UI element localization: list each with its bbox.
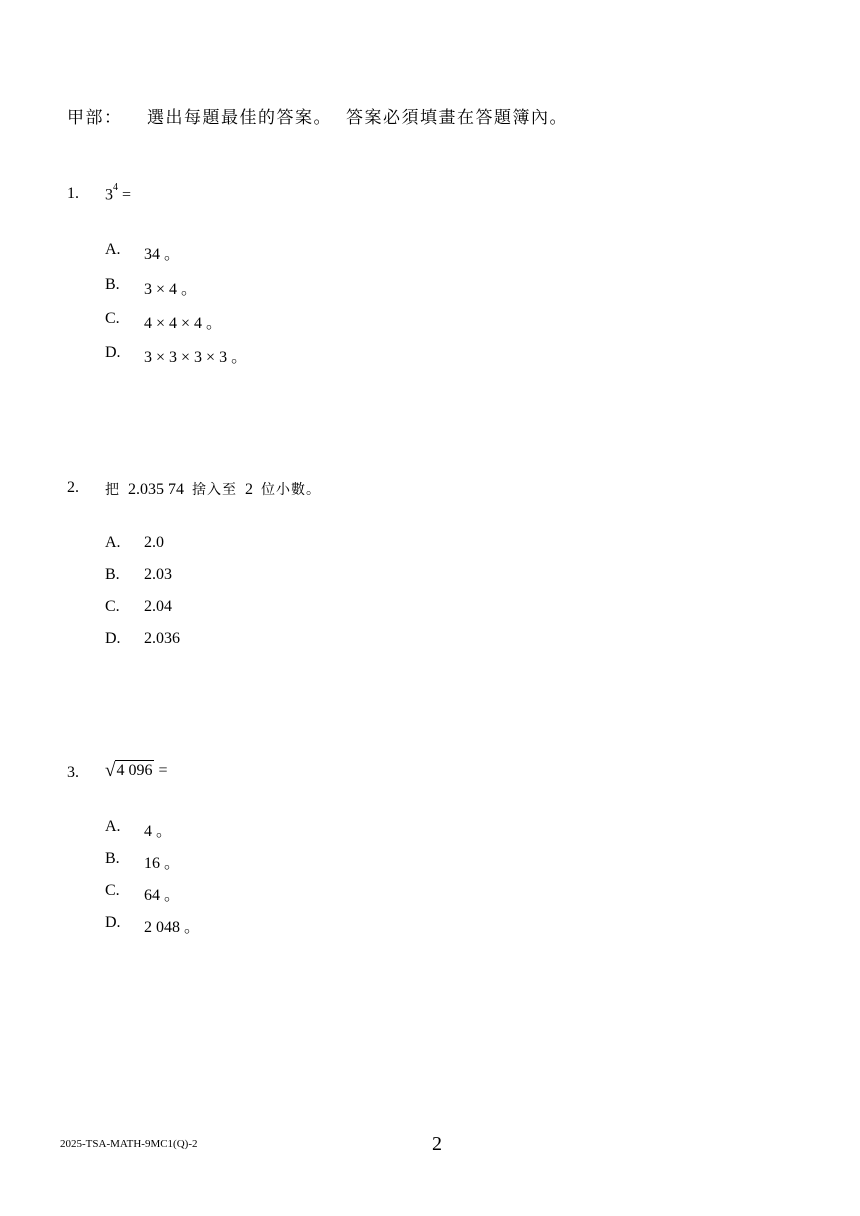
section-instruction-answer-book: 答案必須填畫在答題簿內。 — [346, 108, 568, 128]
equals-sign: = — [118, 186, 132, 204]
question-2-number: 2. — [67, 479, 79, 496]
option-text: 2.04 — [144, 598, 172, 615]
stem-number: 2 — [245, 481, 253, 498]
option-letter: C. — [105, 882, 120, 899]
option-text: 4 。 — [144, 823, 173, 840]
option-letter: A. — [105, 534, 121, 551]
power-exponent: 4 — [113, 182, 118, 193]
stem-word: 位小數。 — [261, 482, 321, 498]
radicand: 4 096 — [116, 762, 153, 779]
option-text: 2 048 。 — [144, 919, 201, 936]
section-header — [67, 103, 568, 128]
stem-word: 捨入至 — [192, 482, 237, 498]
option-letter: D. — [105, 914, 121, 931]
option-letter: B. — [105, 566, 120, 583]
power-base: 3 — [105, 186, 113, 204]
paper-code: 2025-TSA-MATH-9MC1(Q)-2 — [60, 1138, 198, 1150]
option-text: 2.0 — [144, 534, 164, 551]
option-letter: B. — [105, 276, 120, 293]
option-letter: C. — [105, 598, 120, 615]
question-3-stem — [105, 760, 167, 782]
equals-sign: = — [158, 762, 168, 779]
question-3-number: 3. — [67, 764, 79, 781]
option-letter: B. — [105, 850, 120, 867]
square-root-expression — [105, 760, 154, 782]
option-text: 2.03 — [144, 566, 172, 583]
option-text: 64 。 — [144, 887, 181, 904]
question-2-stem — [105, 479, 321, 499]
page-number: 2 — [432, 1133, 442, 1155]
question-1-number: 1. — [67, 185, 79, 202]
stem-word: 把 — [105, 482, 120, 498]
option-text: 3 × 3 × 3 × 3 。 — [144, 349, 248, 366]
section-label: 甲部： — [67, 108, 123, 128]
option-text: 2.036 — [144, 630, 180, 647]
option-text: 4 × 4 × 4 。 — [144, 315, 223, 332]
radical-sign: √ — [105, 760, 116, 781]
option-text: 34 。 — [144, 246, 181, 263]
option-letter: D. — [105, 630, 121, 647]
option-letter: C. — [105, 310, 120, 327]
section-instruction: 選出每題最佳的答案。 — [147, 108, 332, 128]
option-text: 3 × 4 。 — [144, 281, 198, 298]
question-1-stem — [105, 182, 132, 204]
option-letter: D. — [105, 344, 121, 361]
option-letter: A. — [105, 818, 121, 835]
option-text: 16 。 — [144, 855, 181, 872]
stem-number: 2.035 74 — [128, 481, 184, 498]
option-letter: A. — [105, 241, 121, 258]
